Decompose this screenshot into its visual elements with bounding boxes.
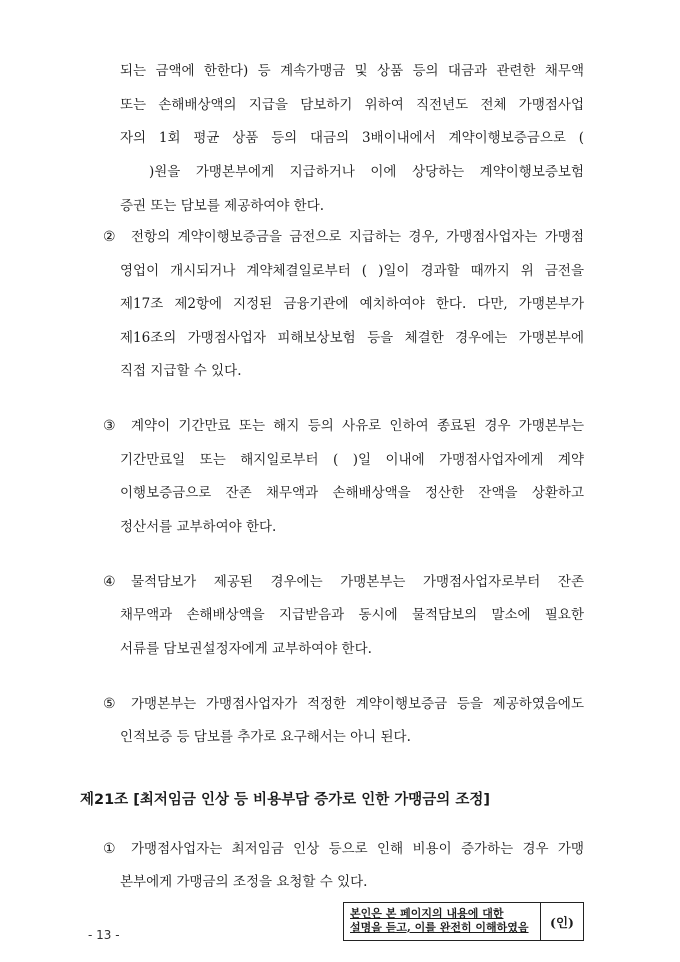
page-number: - 13 - <box>88 928 120 942</box>
text-line: 서류를 담보권설정자에게 교부하여야 한다. <box>120 641 372 657</box>
article-heading: 제21조 [최저임금 인상 등 비용부담 증가로 인한 가맹금의 조정] <box>80 792 490 808</box>
clause-marker: ④ <box>103 574 116 590</box>
text-line: 계약이 기간만료 또는 해지 등의 사유로 인하여 종료된 경우 가맹본부는 <box>131 418 584 434</box>
text-line: 제17조 제2항에 지정된 금융기관에 예치하여야 한다. 다만, 가맹본부가 <box>120 296 584 312</box>
text-line: 정산서를 교부하여야 한다. <box>120 519 277 535</box>
text-line: 기간만료일 또는 해지일로부터 ( )일 이내에 가맹점사업자에게 계약 <box>120 452 584 468</box>
confirmation-statement <box>344 903 541 940</box>
text-line: 직접 지급할 수 있다. <box>120 363 242 379</box>
text-line: 이행보증금으로 잔존 채무액과 손해배상액을 정산한 잔액을 상환하고 <box>120 485 584 501</box>
text-line: 채무액과 손해배상액을 지급받음과 동시에 물적담보의 말소에 필요한 <box>120 607 584 623</box>
text-line: 제16조의 가맹점사업자 피해보상보험 등을 체결한 경우에는 가맹본부에 <box>120 330 584 346</box>
text-line: 자의 1회 평균 상품 등의 대금의 3배이내에서 계약이행보증금으로 ( <box>120 130 584 146</box>
clause-marker: ③ <box>103 418 116 434</box>
text-line: 되는 금액에 한한다) 등 계속가맹금 및 상품 등의 대금과 관련한 채무액 <box>120 63 584 79</box>
text-line: 또는 손해배상액의 지급을 담보하기 위하여 직전년도 전체 가맹점사업 <box>120 97 584 113</box>
seal-field[interactable]: (인) <box>550 914 574 930</box>
text-line: 가맹본부는 가맹점사업자가 적정한 계약이행보증금 등을 제공하였음에도 <box>131 696 584 712</box>
text-line: )원을 가맹본부에게 지급하거나 이에 상당하는 계약이행보증보험 <box>149 164 584 180</box>
text-line: 증권 또는 담보를 제공하여야 한다. <box>120 198 325 214</box>
text-line: 전항의 계약이행보증금을 금전으로 지급하는 경우, 가맹점사업자는 가맹점 <box>131 229 584 245</box>
text-line: 영업이 개시되거나 계약체결일로부터 ( )일이 경과할 때까지 위 금전을 <box>120 263 584 279</box>
text-line: 물적담보가 제공된 경우에는 가맹본부는 가맹점사업자로부터 잔존 <box>131 574 584 590</box>
text-line: 인적보증 등 담보를 추가로 요구해서는 아니 된다. <box>120 729 411 745</box>
text-line: 본부에게 가맹금의 조정을 요청할 수 있다. <box>120 874 368 890</box>
text-line: 가맹점사업자는 최저임금 인상 등으로 인해 비용이 증가하는 경우 가맹 <box>131 841 584 857</box>
clause-marker: ② <box>103 229 116 245</box>
confirmation-box <box>343 902 584 941</box>
confirmation-line-2: 설명을 듣고, 이를 완전히 이해하였음 <box>350 921 529 934</box>
clause-marker: ① <box>103 841 116 857</box>
confirmation-line-1: 본인은 본 페이지의 내용에 대한 <box>350 907 504 920</box>
clause-marker: ⑤ <box>103 696 116 712</box>
